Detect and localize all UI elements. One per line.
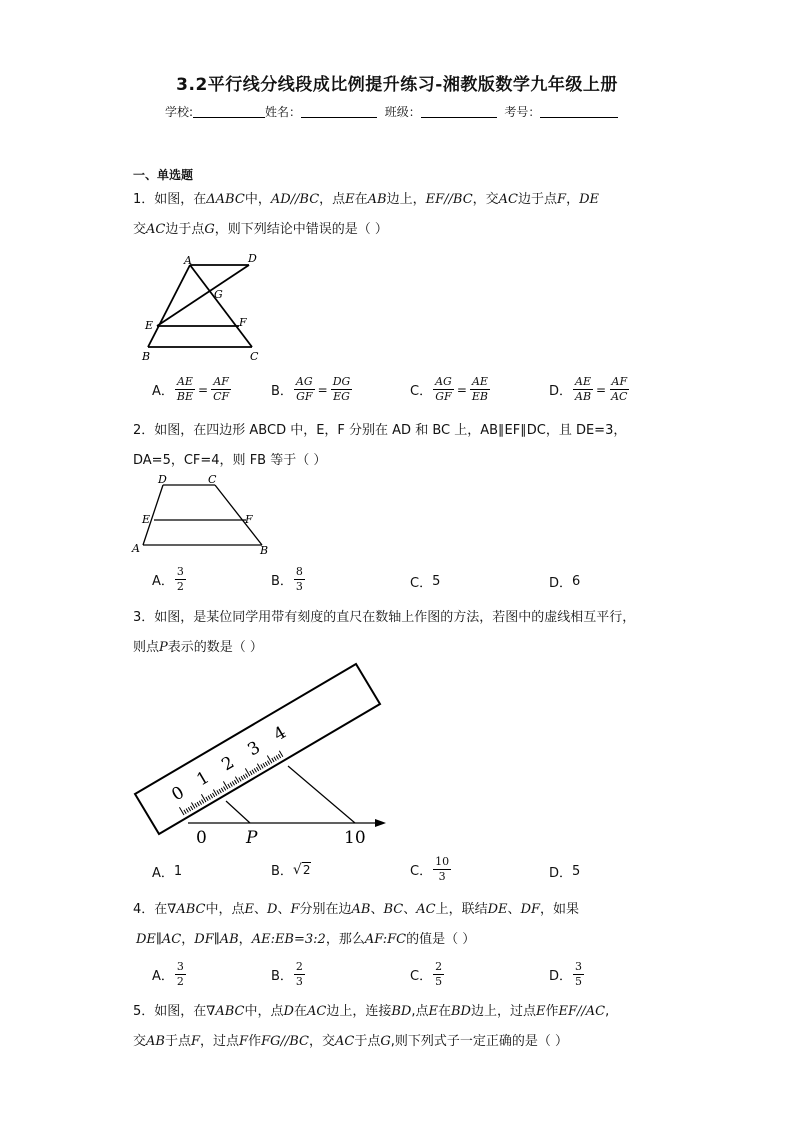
page-title: 3.2平行线分线段成比例提升练习-湘教版数学九年级上册	[176, 75, 618, 95]
q3-option-d[interactable]: D． 5	[549, 864, 581, 881]
q1-option-c[interactable]: C． $\frac{AG}{GF}$ = $\frac{AE}{EB}$	[410, 375, 488, 403]
ruler-number-1: 1	[193, 767, 213, 791]
parallel-line-p	[226, 801, 250, 823]
name-label: 姓名：	[265, 105, 302, 119]
q3-option-c[interactable]: C． $\frac{10}{3}$	[410, 855, 450, 883]
q1-label-d: D	[248, 252, 257, 265]
q3-option-a[interactable]: A． 1	[152, 864, 183, 881]
ruler-number-4: 4	[270, 722, 290, 746]
student-info-line	[165, 103, 618, 120]
q4-option-a[interactable]: A． $\frac{3}{2}$	[152, 960, 184, 988]
q2-option-a[interactable]: A． $\frac{3}{2}$	[152, 565, 184, 593]
q1-label-a: A	[184, 254, 192, 267]
q3-line1: 3．如图，是某位同学用带有刻度的直尺在数轴上作图的方法，若图中的虚线相互平行，	[133, 610, 636, 625]
q1-label-f: F	[239, 316, 247, 329]
q1-line2: 交AC边于点G，则下列结论中错误的是（ ）	[133, 222, 388, 237]
axis-label-0: 0	[196, 828, 207, 848]
q2-line2: DA=5，CF=4，则 FB 等于（ ）	[133, 453, 327, 468]
school-label: 学校:	[165, 105, 194, 119]
q2-label-c: C	[208, 473, 217, 486]
number-blank[interactable]	[540, 105, 618, 118]
q2-label-a: A	[132, 542, 140, 555]
q3-figure	[130, 660, 400, 852]
q4-option-d[interactable]: D． $\frac{3}{5}$	[549, 960, 583, 988]
class-blank[interactable]	[421, 105, 497, 118]
q2-option-d[interactable]: D． 6	[549, 574, 581, 591]
q5-line2: 交AB于点F，过点F作FG//BC，交AC于点G,则下列式子一定正确的是（ ）	[133, 1034, 569, 1049]
q4-option-b[interactable]: B． $\frac{2}{3}$	[271, 960, 303, 988]
q1-label-g: G	[214, 288, 223, 301]
q1-figure	[136, 250, 266, 365]
ruler-number-0: 0	[168, 782, 188, 806]
axis-label-p: P	[246, 828, 258, 848]
q2-option-c[interactable]: C． 5	[410, 574, 441, 591]
ruler-number-2: 2	[218, 752, 238, 776]
q2-label-d: D	[158, 473, 167, 486]
name-blank[interactable]	[301, 105, 377, 118]
axis-arrow	[375, 819, 386, 827]
q4-option-c[interactable]: C． $\frac{2}{5}$	[410, 960, 443, 988]
q4-line1: 4．在∇ABC中，点E、D、F分别在边AB、BC、AC上，联结DE、DF，如果	[133, 902, 580, 917]
q1-label-e: E	[145, 319, 154, 332]
q3-option-b[interactable]: B． √ 2	[271, 861, 311, 879]
q1-option-b[interactable]: B． $\frac{AG}{GF}$ = $\frac{DG}{EG}$	[271, 375, 351, 403]
class-label: 班级：	[384, 105, 421, 119]
q3-line2: 则点P表示的数是（ ）	[133, 640, 263, 655]
q2-line1: 2．如图，在四边形 ABCD 中，E，F 分别在 AD 和 BC 上，AB∥EF∥DC，且 DE=3，	[133, 423, 627, 438]
q2-figure	[130, 472, 280, 562]
ruler-number-3: 3	[244, 737, 264, 761]
q2-label-b: B	[260, 544, 269, 557]
q2-label-e: E	[142, 513, 151, 526]
q5-line1: 5．如图，在∇ABC中，点D在AC边上，连接BD,点E在BD边上，过点E作EF//AC,	[133, 1004, 610, 1019]
number-label: 考号：	[504, 105, 541, 119]
parallel-line-ten	[288, 766, 355, 823]
school-blank[interactable]	[193, 105, 265, 118]
q1-label-c: C	[250, 350, 259, 363]
q4-line2: DE∥AC，DF∥AB，AE:EB=3:2，那么AF:FC的值是（ ）	[136, 932, 476, 947]
q1-label-b: B	[142, 350, 151, 363]
section-heading: 一、单选题	[133, 168, 194, 182]
axis-label-10: 10	[344, 828, 366, 848]
q1-option-d[interactable]: D． $\frac{AE}{AB}$ = $\frac{AF}{AC}$	[549, 375, 628, 403]
q2-option-b[interactable]: B． $\frac{8}{3}$	[271, 565, 303, 593]
q2-label-f: F	[245, 513, 253, 526]
q1-line1: 1．如图，在ΔABC中，AD//BC，点E在AB边上，EF//BC，交AC边于点F，DE	[133, 192, 599, 207]
q1-option-a[interactable]: A． $\frac{AE}{BE}$ = $\frac{AF}{CF}$	[152, 375, 230, 403]
